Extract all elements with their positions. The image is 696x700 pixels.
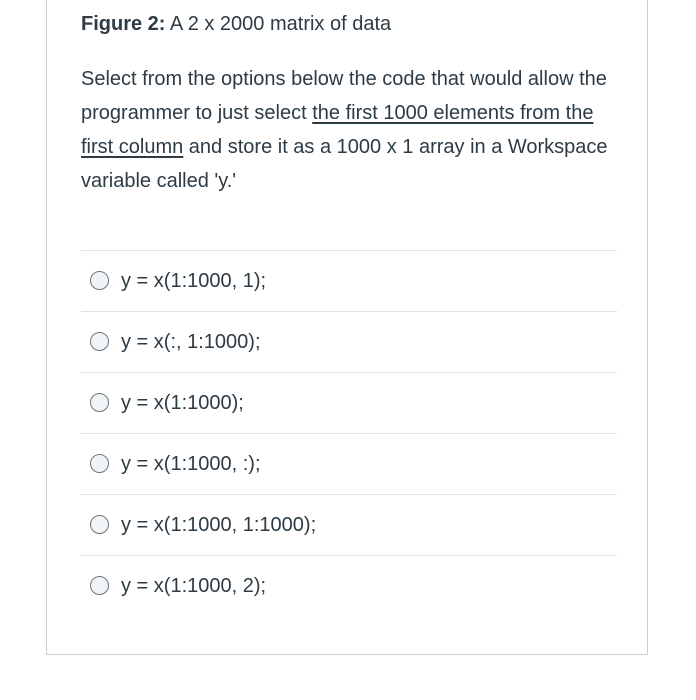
- answer-option-3[interactable]: [81, 372, 617, 433]
- answer-label: y = x(:, 1:1000);: [121, 331, 261, 353]
- answer-option-1[interactable]: [81, 250, 617, 311]
- answer-option-5[interactable]: [81, 494, 617, 555]
- question-text: [81, 62, 631, 198]
- radio-button-icon[interactable]: [90, 393, 109, 412]
- answer-label: y = x(1:1000, 1:1000);: [121, 514, 317, 536]
- figure-text: A 2 x 2000 matrix of data: [165, 13, 392, 35]
- answer-option-4[interactable]: [81, 433, 617, 494]
- radio-button-icon[interactable]: [90, 454, 109, 473]
- radio-button-icon[interactable]: [90, 271, 109, 290]
- answer-label: y = x(1:1000);: [121, 392, 244, 414]
- radio-button-icon[interactable]: [90, 515, 109, 534]
- question-card: [46, 0, 648, 655]
- radio-button-icon[interactable]: [90, 332, 109, 351]
- question-text-part2: and store it as a 1000 x 1 array in a Workspace variable called 'y.': [81, 136, 608, 192]
- answer-option-2[interactable]: [81, 311, 617, 372]
- radio-button-icon[interactable]: [90, 576, 109, 595]
- answer-label: y = x(1:1000, :);: [121, 453, 261, 475]
- question-underlined-text: the first 1000 elements from the first column: [81, 102, 594, 158]
- answer-label: y = x(1:1000, 1);: [121, 270, 267, 292]
- question-text-part1: Select from the options below the code that would allow the programmer to just select: [81, 68, 607, 124]
- figure-caption: [81, 10, 391, 38]
- answer-label: y = x(1:1000, 2);: [121, 575, 267, 597]
- figure-label: Figure 2:: [81, 13, 166, 35]
- answer-list: [81, 250, 617, 616]
- answer-option-6[interactable]: [81, 555, 617, 616]
